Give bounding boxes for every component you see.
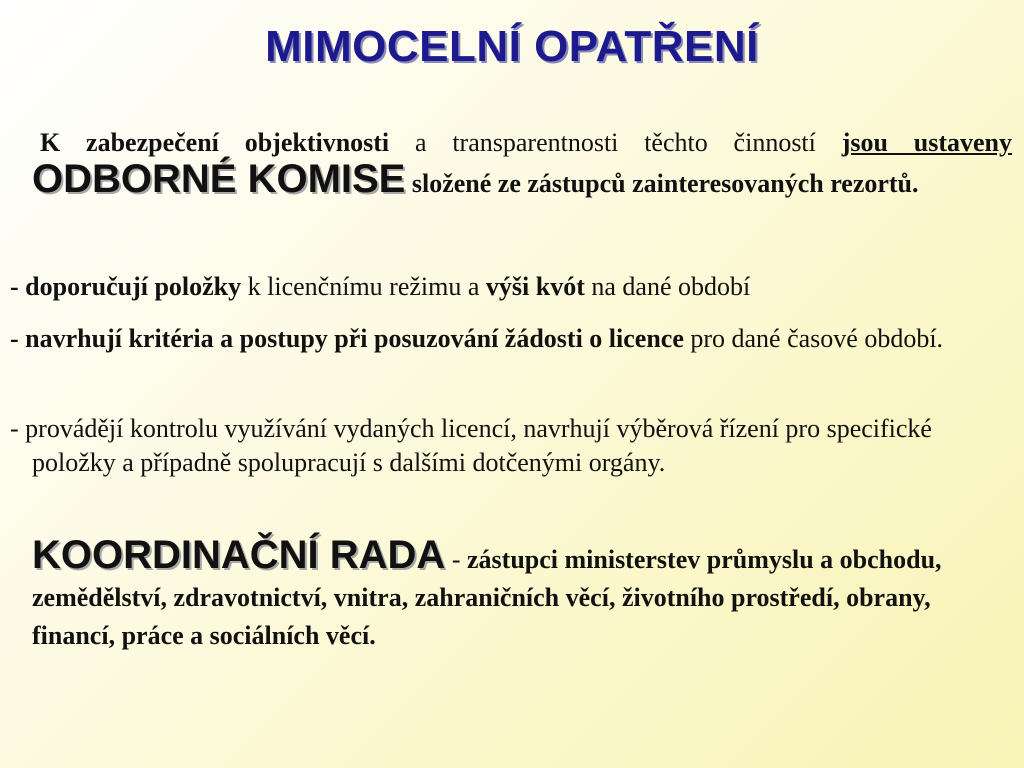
item2-text: pro dané časové období. (683, 324, 944, 353)
odborne-komise-heading: ODBORNÉ KOMISE (32, 157, 406, 201)
koordinacni-rada-heading: KOORDINAČNÍ RADA (32, 533, 446, 577)
intro-bold-text: K zabezpečení objektivnosti (40, 128, 390, 157)
slide-title: MIMOCELNÍ OPATŘENÍ (265, 22, 759, 71)
intro-underlined-text: jsou ustaveny (841, 128, 1012, 157)
item-navrhuji (10, 322, 1012, 356)
intro-paragraph (32, 124, 1012, 202)
item1-bold: - doporučují položky (10, 272, 242, 301)
koordinacni-rada-paragraph (32, 533, 962, 655)
intro-text: a transparentnosti těchto činností (389, 128, 842, 157)
item3-text: - provádějí kontrolu využívání vydaných licencí, navrhují výběrová řízení pro specifické položky a případně spolupracují s dalšími dotčenými orgány. (10, 414, 932, 477)
rada-text: zástupci ministerstev průmyslu a obchodu, zemědělství, zdravotnictví, vnitra, zahraničních věcí, životního prostředí, obrany, financí, práce a sociálních věcí. (32, 545, 942, 650)
item1-text: k licenčnímu režimu a (241, 272, 486, 301)
item-doporucuji (10, 268, 1012, 305)
item1-end: na dané období (584, 272, 751, 301)
item2-bold: - navrhují kritéria a postupy při posuzování žádosti o licence (10, 324, 684, 353)
intro-end-text: složené ze zástupců zainteresovaných rezortů. (405, 169, 919, 198)
rada-dash: - (445, 545, 467, 574)
item-provadeji (10, 412, 992, 480)
item1-bold-kvot: výši kvót (485, 272, 585, 301)
